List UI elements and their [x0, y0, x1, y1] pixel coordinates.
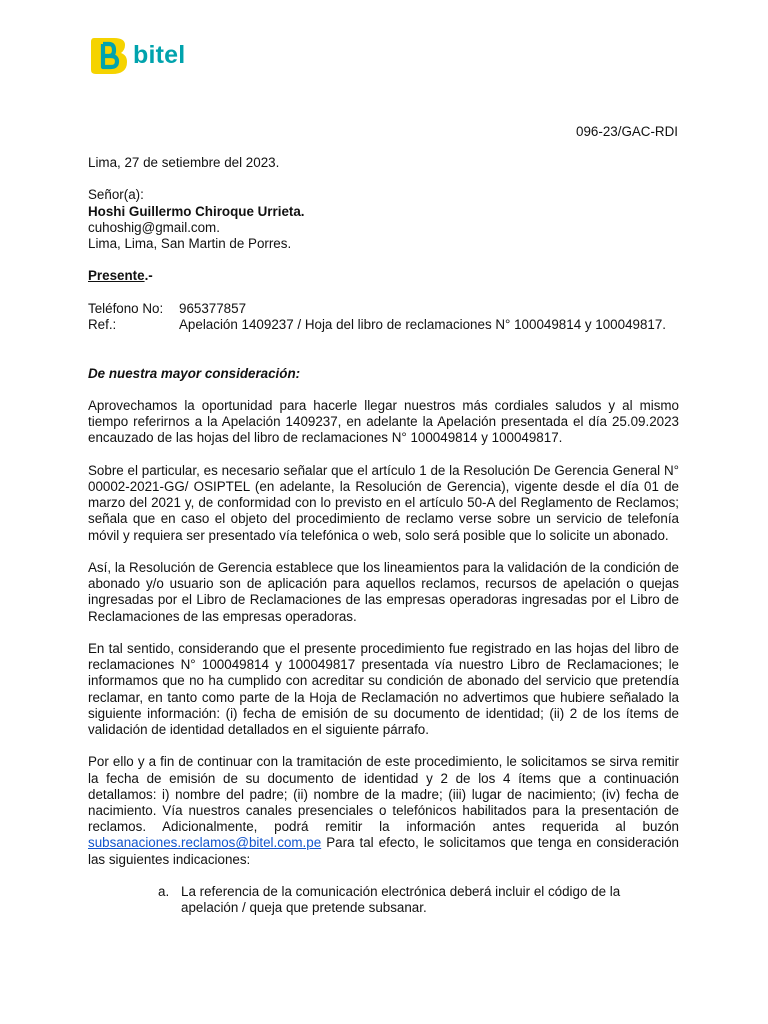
ref-row — [88, 317, 679, 333]
ref-value: Apelación 1409237 / Hoja del libro de reclamaciones N° 100049814 y 100049817. — [179, 316, 667, 332]
salutation: Señor(a): — [88, 187, 144, 203]
paragraph-5-text-after: Para tal efecto, le solicitamos que tenga en consideración las siguientes indicaciones: — [88, 835, 679, 867]
phone-label: Teléfono No: — [88, 300, 164, 316]
list-item-label: a. — [158, 883, 170, 899]
list-item — [158, 884, 679, 916]
phone-row — [88, 301, 679, 317]
bitel-logo-icon — [88, 34, 130, 76]
recipient-email: cuhoshig@gmail.com. — [88, 219, 220, 235]
letter-body — [88, 155, 679, 916]
presente-word: Presente — [88, 268, 145, 284]
bitel-logo — [88, 34, 185, 76]
date-line: Lima, 27 de setiembre del 2023. — [88, 155, 280, 170]
phone-value: 965377857 — [179, 300, 247, 316]
list-item-text: La referencia de la comunicación electrónica deberá incluir el código de la apelación / queja que pretende subsanar. — [181, 883, 621, 916]
recipient-address: Lima, Lima, San Martin de Porres. — [88, 236, 292, 251]
paragraph-3: Así, la Resolución de Gerencia establece que los lineamientos para la validación de la condición de abonado y/o usuario son de aplicación para aquellos reclamos, recursos de apelación o quejas ingresadas por el Libro de Reclamaciones de las empresas operadoras ingresadas por el Libro de Reclamaciones de las empresas operadoras. — [88, 559, 679, 624]
document-reference-code: 096-23/GAC-RDI — [576, 124, 678, 139]
email-link[interactable]: subsanaciones.reclamos@bitel.com.pe — [88, 835, 322, 851]
paragraph-1: Aprovechamos la oportunidad para hacerle llegar nuestros más cordiales saludos y al mismo tiempo referirnos a la Apelación 1409237, en adelante la Apelación presentada el día 25.09.2023 encauzado de las hojas del libro de reclamaciones N° 100049814 y 100049817. — [88, 397, 679, 446]
logo-text: bitel — [133, 40, 186, 69]
paragraph-5-text-before: Por ello y a fin de continuar con la tramitación de este procedimiento, le solicitamos se sirva remitir la fecha de emisión de su documento de identidad y 2 de los 4 ítems que a continuación detallamos: i) nombre del padre; (ii) nombre de la madre; (iii) lugar de nacimiento; (iv) fecha de nacimiento. Vía nuestros canales presenciales o telefónicos habilitados para la presentación de reclamos. Adicionalmente, podrá remitir la información antes requerida al buzón — [88, 754, 679, 835]
presente-suffix: .- — [144, 268, 153, 284]
presente-line — [88, 268, 679, 284]
recipient-name: Hoshi Guillermo Chiroque Urrieta. — [88, 203, 305, 219]
ref-label: Ref.: — [88, 316, 117, 332]
greeting: De nuestra mayor consideración: — [88, 365, 301, 381]
paragraph-4: En tal sentido, considerando que el presente procedimiento fue registrado en las hojas del libro de reclamaciones N° 100049814 y 100049817 presentada vía nuestro Libro de Reclamaciones; le informamos que no ha cumplido con acreditar su condición de abonado del servicio que pretendía reclamar, en tanto como parte de la Hoja de Reclamación no advertimos que hubiere señalado la siguiente información: (i) fecha de emisión de su documento de identidad; (ii) 2 de los ítems de validación de identidad detallados en el siguiente párrafo. — [88, 640, 679, 737]
paragraph-2: Sobre el particular, es necesario señalar que el artículo 1 de la Resolución De Gerencia General N° 00002-2021-GG/ OSIPTEL (en adelante, la Resolución de Gerencia), vigente desde el día 01 de marzo del 2021 y, de conformidad con lo previsto en el artículo 50-A del Reglamento de Reclamos; señala que en caso el objeto del procedimiento de reclamo verse sobre un servicio de telefonía móvil y requiera ser presentado vía telefónica o web, solo será posible que lo solicite un abonado. — [88, 462, 679, 543]
paragraph-5 — [88, 754, 679, 867]
